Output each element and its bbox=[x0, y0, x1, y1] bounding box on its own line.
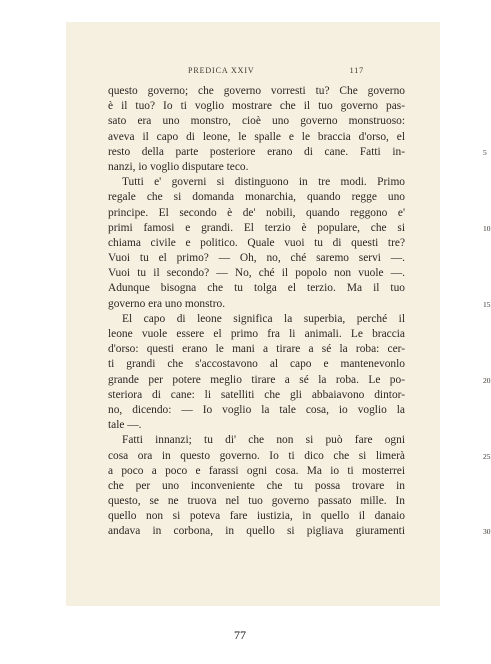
text-line: grande per potere meglio tirare a sé la roba. Le po- 20 bbox=[108, 373, 405, 388]
running-title: PREDICA XXIV bbox=[188, 66, 255, 75]
line-number: 30 bbox=[483, 527, 491, 537]
text-line: primi famosi e grandi. El terzio è populare, che si 10 bbox=[108, 221, 405, 236]
text-line: che per uno inconveniente che tu possa trovare in bbox=[108, 479, 405, 492]
line-number: 10 bbox=[483, 223, 491, 233]
text-line: principe. El secondo è de' nobili, quando reggono e' bbox=[108, 206, 405, 219]
text-line: Vuoi tu el primo? — Oh, no, ché saremo servi —. bbox=[108, 252, 405, 265]
book-page-number: 117 bbox=[349, 66, 364, 75]
text-line: Tutti e' governi si distinguono in tre modi. Primo bbox=[122, 176, 405, 189]
body-text bbox=[108, 84, 491, 540]
scan-page-number: 77 bbox=[234, 628, 246, 642]
text-line: Fatti innanzi; tu di' che non si può fare ogni bbox=[122, 434, 405, 447]
text-line: sato era uno monstro, cioè uno governo monstruoso: bbox=[108, 115, 405, 128]
text-line: steriora di cane: li satelliti che gli abbaiavono dintor- bbox=[108, 388, 405, 401]
text-line: quello non si poteva fare iustizia, in quello il danaio bbox=[108, 510, 405, 523]
text-line: tale —. bbox=[108, 419, 142, 432]
text-line: regale che si domanda monarchia, quando regge uno bbox=[108, 191, 405, 204]
text-line: d'orso: questi erano le mani a tirare a sé la roba: cer- bbox=[108, 343, 405, 356]
text-line: El capo di leone significa la superbia, perché il bbox=[122, 312, 405, 325]
text-line: Vuoi tu il secondo? — No, ché il popolo non vuole —. bbox=[108, 267, 405, 280]
text-line: andava in corbona, in quello si pigliava giuramenti 30 bbox=[108, 524, 405, 539]
text-line: Adunque bisogna che tu tolga el terzio. Ma il tuo bbox=[108, 282, 405, 295]
text-line: aveva il capo di leone, le spalle e le braccia d'orso, el bbox=[108, 130, 405, 143]
text-line: questo, se ne truova nel tuo governo passato mille. In bbox=[108, 495, 405, 508]
text-line: ti grandi che s'accostavono al capo e mantenevonlo bbox=[108, 358, 405, 371]
text-line: è il tuo? Io ti voglio mostrare che il tuo governo pas- bbox=[108, 100, 405, 113]
text-line: no, dicendo: — Io voglio la tale cosa, io voglio la bbox=[108, 403, 405, 416]
text-line: a poco a poco e farassi ogni cosa. Ma io ti mosterrei bbox=[108, 464, 405, 477]
line-number: 25 bbox=[483, 451, 491, 461]
text-line: questo governo; che governo vorresti tu? Che governo bbox=[108, 85, 405, 97]
text-line: governo era uno monstro. 15 bbox=[108, 297, 405, 312]
line-number: 15 bbox=[483, 299, 491, 309]
text-line: nanzi, io voglio disputare teco. bbox=[108, 160, 249, 173]
text-line: resto della parte posteriore erano di cane. Fatti in- 5 bbox=[108, 145, 405, 160]
text-line: leone vuole essere el primo fra li animali. Le braccia bbox=[108, 328, 405, 340]
text-line: chiama civile e politico. Quale vuoi tu di questi tre? bbox=[108, 236, 405, 249]
text-line: cosa ora in questo governo. Io ti dico che si limerà 25 bbox=[108, 449, 405, 464]
line-number: 5 bbox=[483, 147, 487, 157]
line-number: 20 bbox=[483, 375, 491, 385]
